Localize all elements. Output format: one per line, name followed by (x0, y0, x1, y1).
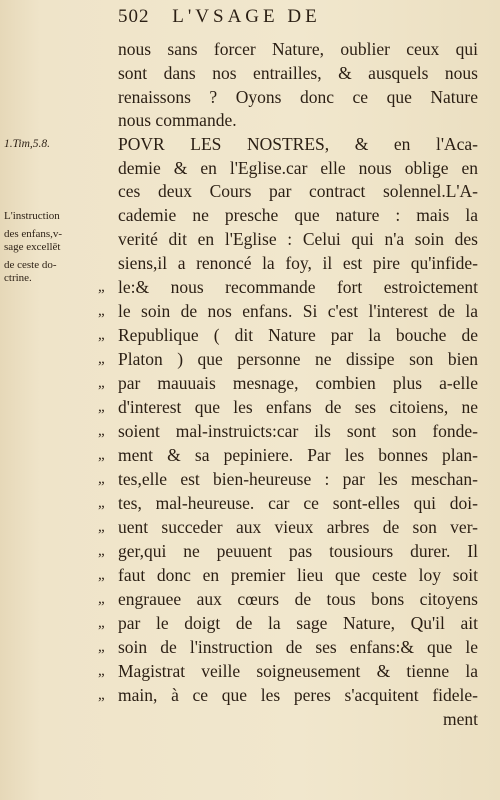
text-line: le:& nous recommande fort estroictement (118, 277, 478, 297)
text-line: nous sans forcer Nature, oublier ceux qui (118, 39, 478, 59)
text-line: le soin de nos enfans. Si c'est l'interest de la (118, 301, 478, 321)
text-line: cademie ne presche que nature : mais la (118, 205, 478, 225)
text-line: engrauee aux cœurs de tous bons citoyens (118, 589, 478, 609)
margin-reference: 1.Tim,5.8. (4, 138, 51, 150)
text-line: ces deux Cours par contract solennel.L'A- (118, 181, 478, 201)
page-number: 502 (118, 6, 150, 27)
quote-mark: „ (98, 327, 105, 343)
text-line: sont dans nos entrailles, & ausquels nous (118, 63, 478, 83)
running-title: L'VSAGE DE (172, 6, 321, 27)
text-line: main, à ce que les peres s'acquitent fidele- (118, 685, 478, 705)
text-line: verité dit en l'Eglise : Celui qui n'a soin des (118, 229, 478, 249)
text-line: tes,elle est bien-heureuse : par les meschan- (118, 469, 478, 489)
text-line: faut donc en premier lieu que ceste loy soit (118, 565, 478, 585)
quote-mark: „ (98, 591, 105, 607)
quote-mark: „ (98, 471, 105, 487)
text-line: POVR LES NOSTRES, & en l'Aca- (118, 134, 478, 154)
text-line: Platon ) que personne ne dissipe son bien (118, 349, 478, 369)
text-line: demie & en l'Eglise.car elle nous oblige en (118, 158, 478, 178)
text-line: renaissons ? Oyons donc ce que Nature (118, 87, 478, 107)
margin-note-line: des enfans,v- (4, 228, 63, 240)
quote-mark: „ (98, 567, 105, 583)
text-line: d'interest que les enfans de ses citoiens, ne (118, 397, 478, 417)
text-line: soin de l'instruction de ses enfans:& que le (118, 637, 478, 657)
text-line: par le doigt de la sage Nature, Qu'il ait (118, 613, 478, 633)
text-line: ment (443, 709, 478, 729)
quote-mark: „ (98, 495, 105, 511)
quote-mark: „ (98, 519, 105, 535)
text-line: nous commande. (118, 110, 237, 130)
quote-mark: „ (98, 279, 105, 295)
quote-mark: „ (98, 447, 105, 463)
text-line: siens,il a renoncé la foy, il est pire qu'infide- (118, 253, 478, 273)
quote-mark: „ (98, 399, 105, 415)
text-line: soient mal-instruicts:car ils sont son fonde- (118, 421, 478, 441)
quote-mark: „ (98, 663, 105, 679)
text-line: ment & sa pepiniere. Par les bonnes plan- (118, 445, 478, 465)
text-line: tes, mal-heureuse. car ce sont-elles qui doi- (118, 493, 478, 513)
quote-mark: „ (98, 639, 105, 655)
quote-mark: „ (98, 351, 105, 367)
quote-mark: „ (98, 303, 105, 319)
text-line: uent succeder aux vieux arbres de son ver- (118, 517, 478, 537)
quote-mark: „ (98, 423, 105, 439)
margin-note-line: L'instruction (4, 210, 60, 222)
quote-mark: „ (98, 687, 105, 703)
quote-mark: „ (98, 375, 105, 391)
running-header (118, 6, 488, 32)
margin-note-line: sage excellēt (4, 241, 61, 253)
quote-mark: „ (98, 615, 105, 631)
text-line: Republique ( dit Nature par la bouche de (118, 325, 478, 345)
text-line: par mauuais mesnage, combien plus a-elle (118, 373, 478, 393)
text-line: Magistrat veille soigneusement & tienne la (118, 661, 478, 681)
text-line: ger,qui ne peuuent pas tousiours durer. Il (118, 541, 478, 561)
margin-note-line: de ceste do- (4, 259, 57, 271)
margin-note-line: ctrine. (4, 272, 32, 284)
quote-mark: „ (98, 543, 105, 559)
